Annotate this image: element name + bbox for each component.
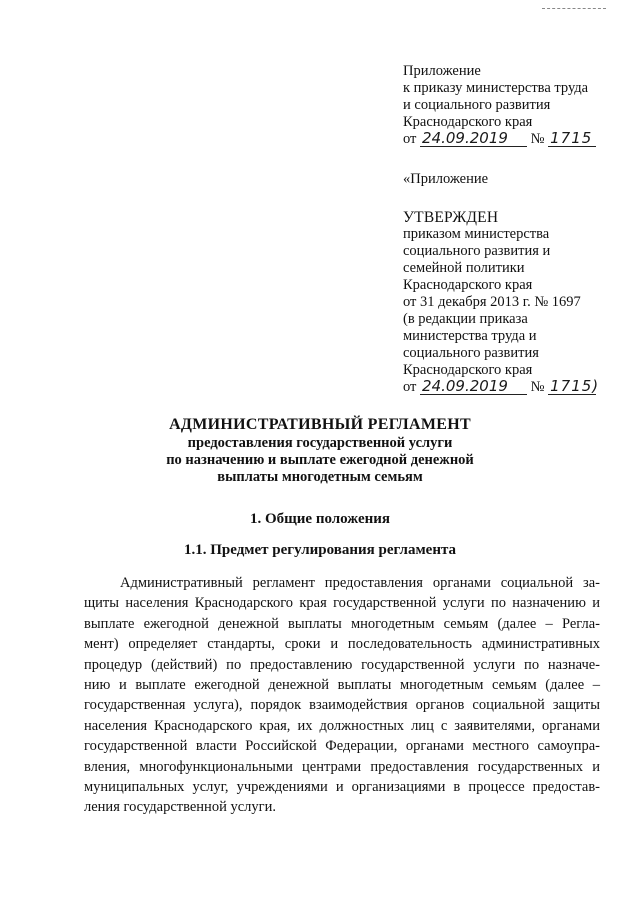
paragraph-line: государственная услуга), порядок взаимодействия органов социальной защиты	[84, 697, 600, 714]
approved-date-line	[403, 377, 600, 396]
paragraph-line: муниципальных услуг, учреждениями и организациями в процессе предостав-	[84, 778, 600, 795]
date-prefix: от	[403, 379, 417, 395]
approved-title: УТВЕРЖДЕН	[403, 209, 499, 226]
approved-line: от 31 декабря 2013 г. № 1697	[403, 294, 581, 310]
number-prefix: №	[530, 379, 545, 395]
approved-line: семейной политики	[403, 260, 525, 276]
approved-block	[403, 209, 600, 396]
title-line: по назначению и выплате ежегодной денежной	[166, 452, 474, 468]
approved-line: приказом министерства	[403, 226, 550, 242]
header-line: к приказу министерства труда	[403, 80, 589, 96]
paragraph-line: мент) определяет стандарты, сроки и последовательность административных	[84, 636, 600, 653]
quote-appendix	[403, 171, 488, 188]
paragraph-line: вления, многофункциональными центрами предоставления государственных и	[84, 758, 600, 775]
header-line: и социального развития	[403, 97, 551, 113]
handwritten-date: 24.09.2019	[420, 131, 527, 147]
approved-line: министерства труда и	[403, 328, 537, 344]
header-appendix-block	[403, 63, 596, 148]
paragraph-line: населения Краснодарского края, их должностных лиц с заявителями, органами	[84, 717, 600, 734]
document-title	[0, 415, 640, 486]
date-prefix: от	[403, 131, 417, 147]
subsection-heading: 1.1. Предмет регулирования регламента	[183, 542, 457, 558]
title-main: АДМИНИСТРАТИВНЫЙ РЕГЛАМЕНТ	[169, 416, 471, 433]
header-line: Краснодарского края	[403, 114, 533, 130]
header-line: Приложение	[403, 63, 481, 79]
paragraph	[84, 573, 600, 818]
approved-line: Краснодарского края	[403, 277, 533, 293]
handwritten-number: 1715	[548, 131, 596, 147]
paragraph-line: ления государственной услуги.	[84, 799, 276, 816]
quote-appendix-line: «Приложение	[403, 171, 489, 187]
approved-line: социального развития	[403, 345, 539, 361]
paragraph-line: щиты населения Краснодарского края государственной услуги по назначению и	[84, 595, 600, 612]
handwritten-number: 1715)	[550, 377, 600, 395]
title-line: выплаты многодетным семьям	[217, 469, 423, 485]
header-date-line	[403, 131, 596, 148]
handwritten-date: 24.09.2019	[420, 379, 527, 395]
paragraph-line: государственной власти Российской Федерации, органами местного самоупра-	[84, 738, 600, 755]
number-prefix: №	[530, 131, 545, 147]
scan-corner-mark	[542, 8, 606, 9]
title-line: предоставления государственной услуги	[187, 435, 453, 451]
paragraph-line: выплате ежегодной денежной выплаты многодетным семьям (далее – Регла-	[84, 615, 600, 632]
approved-line: социального развития и	[403, 243, 551, 259]
section-heading: 1. Общие положения	[249, 511, 391, 527]
approved-line: (в редакции приказа	[403, 311, 528, 327]
paragraph-line: Административный регламент предоставления органами социальной за-	[120, 575, 600, 591]
approved-line: Краснодарского края	[403, 362, 533, 378]
paragraph-line: процедур (действий) по предоставлению государственной услуги по назначе-	[84, 656, 600, 673]
paragraph-line: нию и выплате ежегодной денежной выплаты многодетным семьям (далее –	[84, 676, 600, 693]
